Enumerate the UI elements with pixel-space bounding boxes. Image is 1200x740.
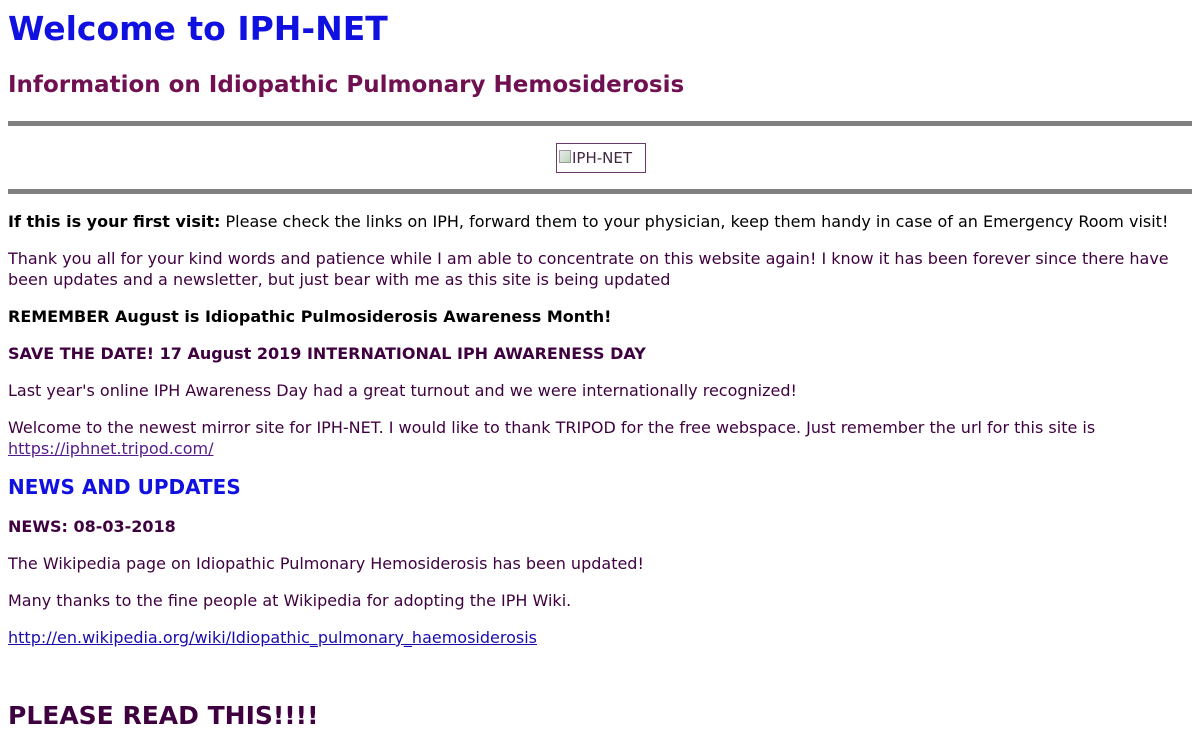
first-visit-label: If this is your first visit:: [8, 212, 221, 231]
wikipedia-link[interactable]: http://en.wikipedia.org/wiki/Idiopathic_pulmonary_haemosiderosis: [8, 628, 537, 647]
first-visit-paragraph: [8, 211, 1192, 232]
please-read-heading: PLEASE READ THIS!!!!: [8, 701, 319, 730]
first-visit-text: Please check the links on IPH, forward them to your physician, keep them handy in case of an Emergency Room visit!: [220, 212, 1169, 231]
horizontal-rule-bottom: [8, 189, 1192, 194]
page-title: Welcome to IPH-NET: [8, 9, 388, 48]
page-subtitle: Information on Idiopathic Pulmonary Hemosiderosis: [8, 72, 685, 98]
last-year-paragraph: Last year's online IPH Awareness Day had a great turnout and we were internationally recognized!: [8, 381, 797, 400]
news-date: NEWS: 08-03-2018: [8, 517, 176, 536]
mirror-site-paragraph: [8, 417, 1192, 459]
tripod-site-link[interactable]: https://iphnet.tripod.com/: [8, 439, 214, 458]
save-the-date-notice: SAVE THE DATE! 17 August 2019 INTERNATIONAL IPH AWARENESS DAY: [8, 344, 646, 363]
awareness-month-notice: REMEMBER August is Idiopathic Pulmosiderosis Awareness Month!: [8, 307, 612, 326]
logo-image-broken: [556, 143, 646, 173]
mirror-site-text: Welcome to the newest mirror site for IPH-NET. I would like to thank TRIPOD for the free webspace. Just remember the url for this site is: [8, 418, 1096, 437]
wiki-thanks-paragraph: Many thanks to the fine people at Wikipedia for adopting the IPH Wiki.: [8, 591, 572, 610]
logo-alt-text: IPH-NET: [572, 149, 633, 167]
broken-image-icon: [559, 150, 571, 163]
horizontal-rule-top: [8, 121, 1192, 126]
wiki-link-paragraph: [8, 627, 1192, 648]
news-heading: NEWS AND UPDATES: [8, 475, 241, 499]
wiki-updated-paragraph: The Wikipedia page on Idiopathic Pulmonary Hemosiderosis has been updated!: [8, 554, 644, 573]
thanks-paragraph: Thank you all for your kind words and patience while I am able to concentrate on this website again! I know it has been forever since there have been updates and a newsletter, but just bear with me as this site is being updated: [8, 249, 1169, 289]
